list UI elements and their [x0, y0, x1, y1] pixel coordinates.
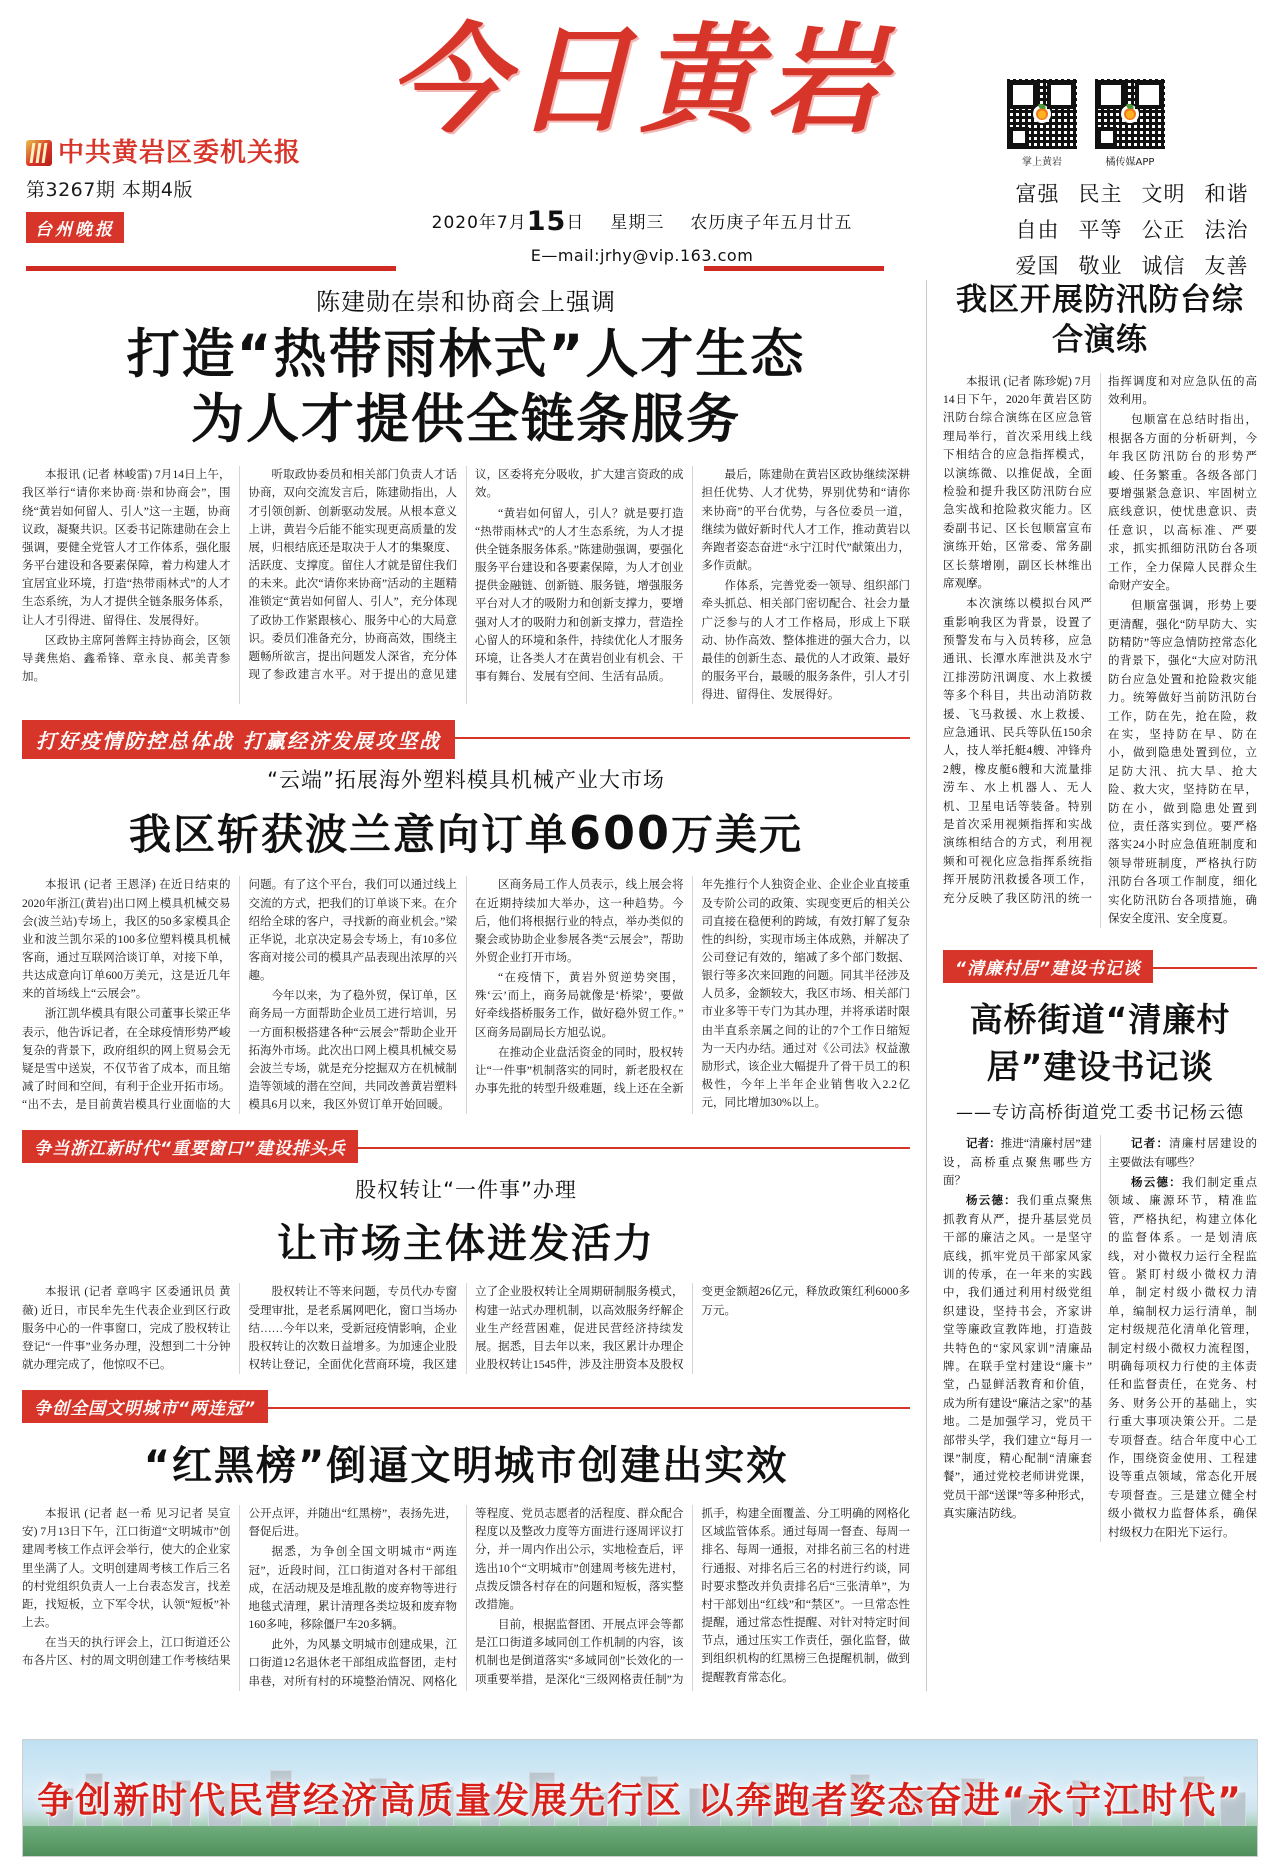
- section-ribbon-civilized: [22, 1390, 910, 1424]
- redblack-headline: “红黑榜”倒逼文明城市创建出实效: [143, 1443, 789, 1490]
- paragraph: 本报讯 (记者 章鸣宇 区委通讯员 黄薇) 近日，市民牟先生代表企业到区行政服务中心的一件事窗口，完成了股权转让登记“一件事”业务办理，没想到二十分钟就办理完成了，他惊叹不已。: [22, 1286, 231, 1371]
- village-subtitle: ——专访高桥街道党工委书记杨云德: [956, 1103, 1244, 1124]
- qa-speaker: 记者：: [1131, 1138, 1170, 1151]
- qa-pair: [1108, 1135, 1257, 1172]
- email-address: E—mail:jrhy@vip.163.com: [530, 246, 754, 265]
- side-column: [927, 280, 1257, 1691]
- paragraph: 此外，为风暴文明城市创建成果，江口街道12名退休老干部组成监督团，走村串巷，对所有村的环境整治情况、网格化等程度、党员志愿者的活程度、群众配合程度以及整改力度等方面进行逐周评议打分，并一周内作出公示，实地检查后，评选出10个“文明城市”创建周考核先进村，点拨反馈各村存在的问题和短板，落实整改措施。: [248, 1508, 684, 1688]
- evening-paper-badge: 台州晚报: [26, 212, 124, 243]
- paragraph: “在疫情下，黄岩外贸逆势突围，殊‘云’而上，商务局就像是‘桥梁’，要做好牵线搭桥服务工作，做好稳外贸工作。”区商务局副局长方旭弘说。: [475, 972, 684, 1039]
- value-word: 自由: [1015, 218, 1060, 242]
- paragraph: 据悉，为争创全国文明城市“两连冠”，近段时间，江口街道对各村干部组成，在活动规及是堆乱散的废弃物等进行地毯式清理，累计清理各类垃圾和废弃物160多吨，移除僵尸车20多辆。: [248, 1546, 457, 1632]
- banner-slogan-text: 争创新时代民营经济高质量发展先行区 以奔跑者姿态奋进“永宁江时代”: [37, 1780, 1243, 1822]
- masthead-right-block: [1006, 78, 1258, 286]
- main-column: [22, 280, 927, 1691]
- paragraph: 本报讯 (记者 王恩泽) 在近日结束的2020年浙江(黄岩)出口网上模具机械交易会(波兰站)专场上，我区的50多家模具企业和波兰凯尔采的100多位塑料模具机械客商，通过互联网洽谈订单，对接下单，共达成意向订单600万美元，这是近几年来的首场线上“云展会”。: [22, 879, 231, 1001]
- qa-text: 推进“清廉村居”建设，高桥重点聚焦哪些方面？: [943, 1138, 1092, 1188]
- poland-headline: [22, 802, 910, 862]
- weekday: 星期三: [610, 213, 665, 233]
- bottom-slogan-banner: [22, 1739, 1258, 1857]
- paragraph: 在当天的执行评会上，江口街道还公布各片区、村的周文明创建工作考核结果公开点评，并随出“红黑榜”，表扬先进，督促后进。: [22, 1508, 457, 1668]
- lead-kicker: 陈建勋在崇和协商会上强调: [316, 288, 616, 316]
- story-redblack-list: [22, 1434, 910, 1691]
- village-headline: 高桥街道“清廉村居”建设书记谈: [969, 1000, 1231, 1087]
- qa-speaker: 杨云德：: [1131, 1177, 1182, 1190]
- section-ribbon-village: [943, 950, 1257, 984]
- masthead-left-block: [26, 140, 326, 243]
- story-equity: [22, 1174, 910, 1374]
- paragraph: 但顺富强调，形势上要更清醒，强化“防早防大、实防精防”等应急情防控常态化的背景下，强化“大应对防汛防台应急处置和抢险救灾能力。统筹做好当前防汛防台工作，防在先，抢在险，救在实，坚持防在早、防在小，做到隐患处置到位，立足防大汛、抗大旱、抢大险、救大灾，坚持防在早，防在小，做到隐患处置到位，责任落实到位。要严格落实24小时应急值班制度和领导带班制度，严格执行防汛防台各项工作制度，细化实化防汛防台各项措施，确保安全度汛、安全度夏。: [1108, 600, 1257, 925]
- values-row-3: [1006, 250, 1258, 280]
- qr-cell-2[interactable]: [1094, 78, 1166, 168]
- equity-kicker: 股权转让“一件事”办理: [355, 1178, 577, 1203]
- poland-kicker: “云端”拓展海外塑料模具机械产业大市场: [267, 768, 665, 793]
- paragraph: 本报讯 (记者 林峻雷) 7月14日上午，我区举行“请你来协商·崇和协商会”，围绕“黄岩如何留人、引人”这一主题，协商议政，凝聚共识。区委书记陈建勋在会上强调，要健全党管人才工作体系，强化服务平台建设和各要素保障，着力构建人才宜居宜业环境，打造“热带雨林式”的人才生态系统，为人才提供全链条服务体系，让人才引得进、留得住、发展得好。: [22, 469, 231, 627]
- newspaper-title: 今日黄岩: [387, 10, 892, 149]
- qa-speaker: 记者：: [966, 1138, 1001, 1151]
- story-poland: [22, 764, 910, 1114]
- value-word: 富强: [1015, 182, 1060, 206]
- paragraph: 本报讯 (记者 陈珍妮) 7月14日下午，2020年黄岩区防汛防台综合演练在区应急管理局举行，首次采用线上线下相结合的应急指挥模式，以演练微、以推促战，全面检验和提升我区防汛防台应急实战和抢险救灾能力。区委副书记、区长包顺富宣布演练开始，区常委、常务副区长蔡增刚，副区长林维出席观摩。: [943, 375, 1092, 590]
- values-row-1: [1006, 178, 1258, 208]
- value-word: 友善: [1204, 254, 1249, 278]
- poland-headline-amount: 600: [568, 806, 672, 861]
- qa-text: 我们制定重点领域、廉源环节，精准监管，严格执纪，构建立体化的监督体系。一是划清底线，对小微权力运行全程监管。紧盯村级小微权力清单，制定村级小微权力清单，编制权力运行清单，制定村级规范化清单化管理，制定村级小微权力流程图，明确每项权力行使的主体责任和监督责任，在党务、村务、财务公开的基础上，实行重大事项决策公开。二是专项督查。结合年度中心工作，围绕资金使用、工程建设等重点领域，常态化开展专项督查。三是建立健全村级小微权力监督体系，确保村级权力在阳光下运行。: [1108, 1177, 1258, 1539]
- date-day-unit: 日: [566, 213, 585, 233]
- issue-number: 第3267期 本期4版: [26, 179, 193, 201]
- ribbon-label: “清廉村居”建设书记谈: [943, 950, 1153, 983]
- redblack-body: [22, 1505, 910, 1691]
- paragraph: 股权转让不等来问题，专员代办专窗受理审批，是老系属网吧化，窗口当场办结……今年以来，受新冠疫情影响，企业股权转让的次数日益增多。为加速企业股权转让登记，全面优化营商环境，我区建立了企业股权转让全周期研制服务模式，构建一站式办理机制，以高效服务纾解企业生产经营困难，促进民营经济持续发展。据悉，目去年以来，我区累计办理企业股权转让1545件，涉及注册资本及股权变更金额超26亿元，释放政策红利6000多万元。: [248, 1286, 910, 1371]
- masthead: [22, 0, 1258, 278]
- newspaper-logo: [360, 10, 920, 149]
- value-word: 法治: [1204, 218, 1249, 242]
- lead-headline: [22, 323, 910, 452]
- village-body: [943, 1135, 1257, 1542]
- qr-cell-1[interactable]: [1006, 78, 1078, 168]
- section-ribbon-pioneer: [22, 1130, 910, 1164]
- qa-text: 我们重点聚焦抓教育从严，提升基层党员干部的廉洁之风。一是坚守底线，抓牢党员干部家风家训的传承，在一年来的实践中，我们通过利用村级党组织建设，坚持书会，齐家讲堂等廉政宣教阵地，打造鼓共特色的“家风家训”清廉品牌。在联手堂村建设“廉卡”堂，凸显鲜活教育和价值，成为所有建设“廉洁之家”的基地。二是加强学习，党员干部带头学，我们建立“每月一课”制度，精心配制“清廉套餐”，通过党校老师讲党课，党员干部“送课”等多种形式，真实廉洁防线。: [943, 1195, 1093, 1521]
- qr-label: 掌上黄岩: [1022, 157, 1062, 168]
- equity-headline: 让市场主体迸发活力: [277, 1221, 655, 1268]
- ribbon-label: 争当浙江新时代“重要窗口”建设排头兵: [22, 1130, 358, 1163]
- poland-headline-unit: 万美元: [671, 810, 804, 860]
- value-word: 诚信: [1141, 254, 1186, 278]
- qa-pair: [943, 1135, 1092, 1190]
- paragraph: 听取政协委员和相关部门负责人才话协商，双向交流发言后，陈建勋指出，人才引领创新、创新驱动发展。从根本意义上讲，黄岩今后能不能实现更高质量的发展，归根结底还是取决于人才的集聚度、活跃度、支撑度。留住人才就是留住我们的未来。此次“请你来协商”活动的主题精准锁定“黄岩如何留人、引人”，充分体现了政协工作紧跟核心、服务中心的大局意识。委员们准备充分，协商高效，围绕主题畅所欲言，提出问题发人深省，充分体现了参政建言水平。对于提出的意见建议，区委将充分吸收，扩大建言资政的成效。: [248, 469, 684, 682]
- paragraph: 最后，陈建勋在黄岩区政协继续深耕担任优势、人才优势，界别优势和“请你来协商”的平台优势，与各位委员一道，继续为做好新时代人才工作，推动黄岩以奔跑者姿态奋进“永宁江时代”献策出力，多作贡献。: [701, 469, 910, 573]
- value-word: 民主: [1078, 182, 1123, 206]
- lead-story: [22, 282, 910, 704]
- banner-greenbelt: [23, 1826, 1257, 1856]
- qa-text: 清廉村居建设的主要做法有哪些？: [1108, 1138, 1258, 1169]
- qa-speaker: 杨云德：: [966, 1195, 1017, 1208]
- paragraph: 在推动企业盘活资金的同时，股权转让“一件事”机制落实的同时，新老股权在办事先批的转型升级难题，线上还在全新年先推行个人独资企业、企业企业直接重及专阶公司的政策、实现变更后的相关公司直接在稳便利的跨域，有效打解了复杂性的纠纷，实现市场主体成熟，并解决了公司登记有效的，缩减了多个部门数据、银行等多次来回跑的问题。同其半径涉及人员多，金额较大，我区市场、相关部门市业多等干专门为其办理，并将承诺时限由半直系亲属之间的让的7个工作日缩短为一天内办结。通过对《公司法》权益激励形式，该企业大幅提升了骨干员工的积极性，今年上半年企业销售收入2.2亿元，同比增加30%以上。: [475, 879, 910, 1110]
- equity-body: [22, 1283, 910, 1374]
- paragraph: 目前，根据监督团、开展点评会等都是江口街道多域同创工作机制的内容，该机制也是倒道落实“多域同创”长效化的一项重要举措，是深化“三级网格责任制”为抓手，构建全面覆盖、分工明确的网格化区域监管体系。通过每周一督查、每周一排名、每周一通报，对排名前三名的村进行通报、对排名后三名的村进行约谈，同时要求整改并负责排名后“三张清单”，为村干部划出“红线”和“禁区”。一旦常态性提醒，通过常态性提醒、对针对特定时间节点，通过压实工作责任，强化监督，做到组织机构的红黑榜三色提醒机制，做到提醒教育常态化。: [475, 1508, 910, 1686]
- date-day: 15: [526, 206, 567, 237]
- party-org-line: [26, 140, 326, 166]
- story-flood-drill: [943, 280, 1257, 928]
- date-year-month: 2020年7月: [431, 213, 527, 233]
- section-ribbon-epidemic: [22, 720, 910, 754]
- value-word: 文明: [1141, 182, 1186, 206]
- qr-code-row: [1006, 78, 1258, 168]
- paragraph: 区政协主席阿善辉主持协商会，区领导龚焦焰、鑫希锋、章永良、郝美青参加。: [22, 634, 231, 684]
- qr-label: 橘传媒APP: [1105, 157, 1155, 168]
- value-word: 爱国: [1015, 254, 1060, 278]
- paragraph: 今年以来，为了稳外贸，保订单，区商务局一方面帮助企业员工进行培训，另一方面积极搭建各种“云展会”帮助企业开拓海外市场。此次出口网上模具机械交易会波兰专场，就是充分挖掘双方在机械制造等领域的潜在空间，共同改善黄岩塑料模具6月以来，我区外贸订单开始回暖。: [248, 990, 457, 1112]
- paragraph: 作体系，完善党委一领导、组织部门牵头抓总、相关部门密切配合、社会力量广泛参与的人才工作格局，形成上下联动、协作高效、整体推进的强大合力，以最佳的创新生态、最优的人才政策、最好的服务平台，最暖的服务条件，引人才引得进、留得住、发展得好。: [701, 580, 910, 702]
- party-org-name: 中共黄岩区委机关报: [58, 138, 302, 168]
- value-word: 公正: [1141, 218, 1186, 242]
- flood-body: [943, 373, 1257, 929]
- qa-pair: [1108, 1174, 1257, 1542]
- flood-headline: 我区开展防汛防台综合演练: [956, 282, 1244, 359]
- paragraph: “黄岩如何留人，引人？就是要打造“热带雨林式”的人才生态系统，为人才提供全链条服务体系。”陈建勋强调，要强化服务平台建设和各要素保障，为人才创业提供金融链、创新链、服务链，增强服务平台对人才的吸附力和创新支撑力，要增强对人才的吸附力和创新支撑力，营造拴心留人的环境和条件，持续优化人才服务环境，让各类人才在黄岩创业有机会、干事有舞台、发展有空间、生活有品质。: [475, 507, 684, 684]
- masthead-rule-right: [704, 266, 884, 271]
- core-socialist-values: [1006, 178, 1258, 280]
- dateline: [402, 206, 882, 265]
- paragraph: 区商务局工作人员表示，线上展会将在近期持续加大举办，这一种趋势。今后，他们将根据行业的特点，举办类似的聚会或协助企业参展各类“云展会”，帮助外贸企业打开市场。: [475, 879, 684, 964]
- value-word: 敬业: [1078, 254, 1123, 278]
- poland-body: [22, 876, 910, 1114]
- lead-body: [22, 466, 910, 704]
- dateline-row-1: [402, 206, 882, 237]
- paragraph: 本次演练以模拟台风严重影响我区为背景，设置了预警发布与入员转移，应急通讯、长潭水库泄洪及水宁江排涝防汛调度、水上救援等多个科目，共出动消防救援、飞马救援、水上救援、应急通讯、民兵等队伍150余人，技人举托艇4艘、冲锋舟2艘，橡皮艇6艘和大流量排涝车、水上机器人、无人机、卫星电话等装备。特别是首次采用视频指挥和实战演练相结合的方式，利用视频和可视化应急指挥系统指挥开展防汛救援各项工作，充分反映了我区防汛的统一指挥调度和对应急队伍的高效利用。: [943, 375, 1257, 905]
- paragraph: 浙江凯华模具有限公司董事长梁正华表示，他告诉记者，在全球疫情形势严峻复杂的背景下，政府组织的网上贸易会无疑是雪中送炭，不仅节省了成本，而且缩减了时间和空间，有利于企业开拓市场。“出不去，是目前黄岩模具行业面临的大问题。有了这个平台，我们可以通过线上交流的方式，把我们的订单谈下来。在介绍给全球的客户，寻找新的商业机会。”梁正华说，北京决定易会专场上，有10多位客商对接公司的模具产品表现出浓厚的兴趣。: [22, 879, 457, 1112]
- qr-code-icon[interactable]: [1094, 78, 1166, 150]
- story-village-interview: [943, 994, 1257, 1542]
- page-body: [22, 280, 1258, 1691]
- value-word: 平等: [1078, 218, 1123, 242]
- ribbon-label: 打好疫情防控总体战 打赢经济发展攻坚战: [22, 720, 455, 759]
- values-row-2: [1006, 214, 1258, 244]
- lead-headline-line-2: 为人才提供全链条服务: [191, 388, 741, 450]
- lead-headline-line-1: 打造“热带雨林式”人才生态: [126, 324, 806, 385]
- party-emblem-icon: [26, 140, 52, 166]
- poland-headline-text: 我区斩获波兰意向订单: [128, 810, 569, 860]
- paragraph: 包顺富在总结时指出，根据各方面的分析研判，今年我区防汛防台的形势严峻、任务繁重。各级各部门要增强紧急意识、牢固树立底线意识，使忧患意识、责任意识，以高标准、严要求，抓实抓细防汛防台各项工作，全力保障人民群众生命财产安全。: [1108, 414, 1257, 592]
- masthead-rule-left: [26, 266, 396, 271]
- qa-pair: [943, 1192, 1092, 1523]
- ribbon-label: 争创全国文明城市“两连冠”: [22, 1390, 268, 1423]
- paragraph: 本报讯 (记者 赵一希 见习记者 吴宣安) 7月13日下午，江口街道“文明城市”创建周考核工作点评会举行，使大的企业家里坐满了人。文明创建周考核工作后三名的村党组织负责人一上台表态发言，找差距，找短板，立下军令状，认领“短板”补上去。: [22, 1508, 231, 1630]
- lunar-date: 农历庚子年五月廿五: [690, 213, 853, 233]
- qr-code-icon[interactable]: [1006, 78, 1078, 150]
- value-word: 和谐: [1204, 182, 1249, 206]
